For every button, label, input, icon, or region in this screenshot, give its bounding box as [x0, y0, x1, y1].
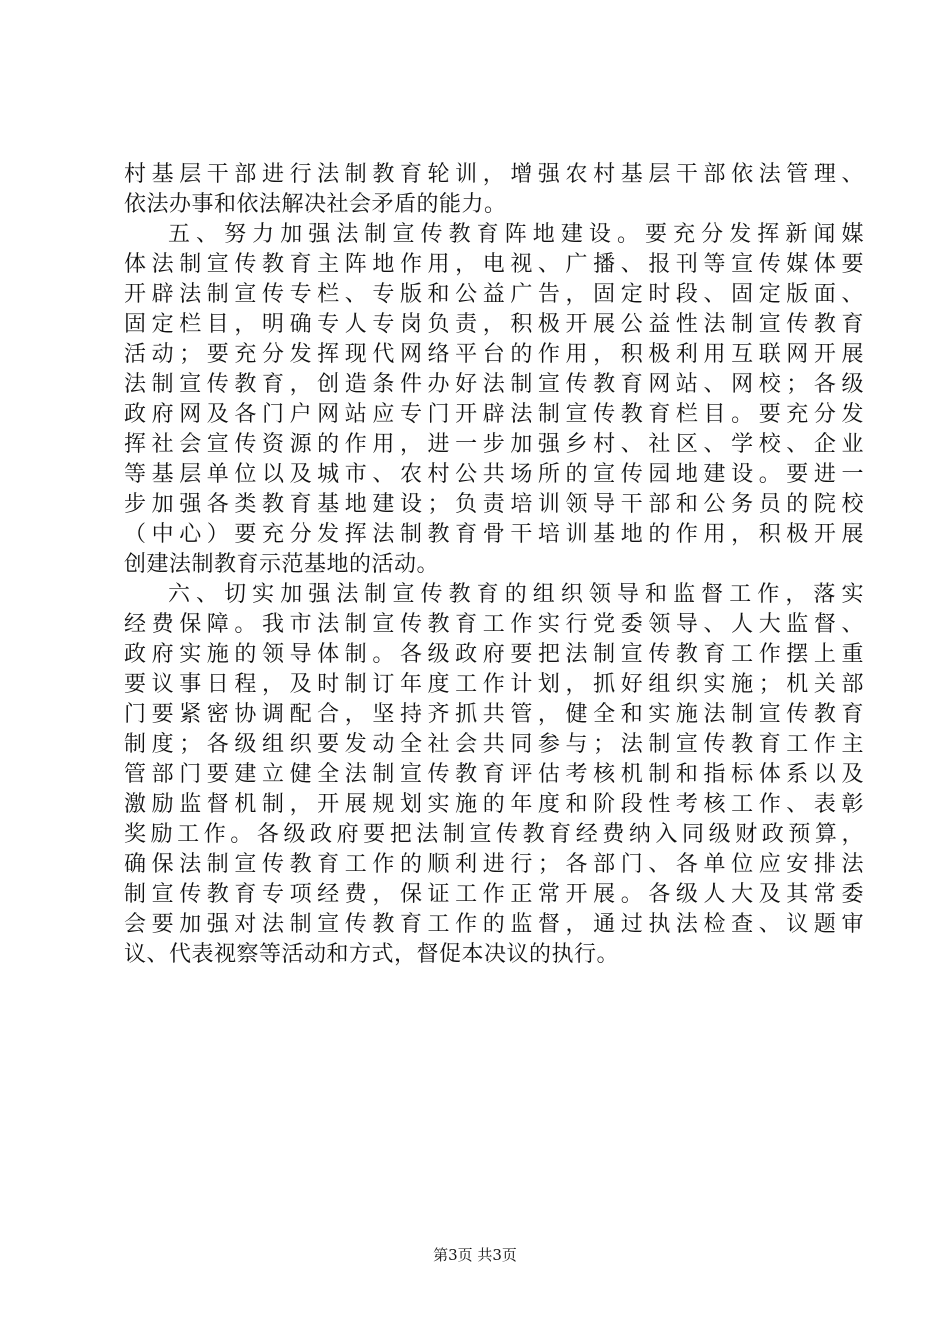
text-line: 步加强各类教育基地建设；负责培训领导干部和公务员的院校: [124, 492, 864, 517]
text-line: 制度；各级组织要发动全社会共同参与；法制宣传教育工作主: [124, 732, 864, 757]
text-line: 要议事日程，及时制订年度工作计划，抓好组织实施；机关部: [124, 672, 864, 697]
text-line: 开辟法制宣传专栏、专版和公益广告，固定时段、固定版面、: [124, 282, 864, 307]
text-line: 激励监督机制，开展规划实施的年度和阶段性考核工作、表彰: [124, 792, 864, 817]
text-line: 经费保障。我市法制宣传教育工作实行党委领导、人大监督、: [124, 612, 864, 637]
paragraph-first-line: 六、切实加强法制宣传教育的组织领导和监督工作，落实: [168, 582, 864, 607]
text-line: 活动；要充分发挥现代网络平台的作用，积极利用互联网开展: [124, 342, 864, 367]
text-line: 议、代表视察等活动和方式，督促本决议的执行。: [124, 942, 620, 967]
text-line: 创建法制教育示范基地的活动。: [124, 552, 440, 577]
text-line: （中心）要充分发挥法制教育骨干培训基地的作用，积极开展: [124, 522, 864, 547]
document-body: [124, 160, 864, 970]
text-line: 挥社会宣传资源的作用，进一步加强乡村、社区、学校、企业: [124, 432, 864, 457]
text-line: 法制宣传教育，创造条件办好法制宣传教育网站、网校；各级: [124, 372, 864, 397]
text-line: 门要紧密协调配合，坚持齐抓共管，健全和实施法制宣传教育: [124, 702, 864, 727]
paragraph-first-line: 五、努力加强法制宣传教育阵地建设。要充分发挥新闻媒: [168, 222, 864, 247]
text-line: 等基层单位以及城市、农村公共场所的宣传园地建设。要进一: [124, 462, 864, 487]
text-line: 依法办事和依法解决社会矛盾的能力。: [124, 192, 507, 217]
text-line: 政府实施的领导体制。各级政府要把法制宣传教育工作摆上重: [124, 642, 864, 667]
text-line: 村基层干部进行法制教育轮训，增强农村基层干部依法管理、: [124, 162, 864, 187]
text-line: 会要加强对法制宣传教育工作的监督，通过执法检查、议题审: [124, 912, 864, 937]
text-line: 固定栏目，明确专人专岗负责，积极开展公益性法制宣传教育: [124, 312, 864, 337]
text-line: 奖励工作。各级政府要把法制宣传教育经费纳入同级财政预算，: [124, 822, 864, 847]
text-line: 体法制宣传教育主阵地作用，电视、广播、报刊等宣传媒体要: [124, 252, 864, 277]
page-number-footer: 第3页 共3页: [433, 1246, 517, 1264]
text-line: 制宣传教育专项经费，保证工作正常开展。各级人大及其常委: [124, 882, 864, 907]
text-line: 管部门要建立健全法制宣传教育评估考核机制和指标体系以及: [124, 762, 864, 787]
text-line: 政府网及各门户网站应专门开辟法制宣传教育栏目。要充分发: [124, 402, 864, 427]
text-line: 确保法制宣传教育工作的顺利进行；各部门、各单位应安排法: [124, 852, 864, 877]
